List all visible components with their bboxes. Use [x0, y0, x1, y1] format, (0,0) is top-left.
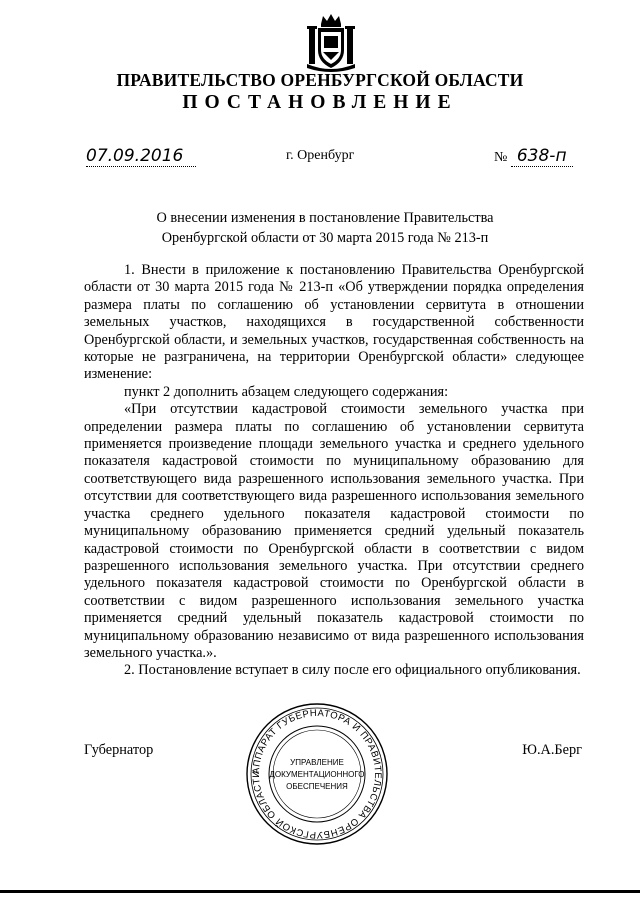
seal-line-3: ОБЕСПЕЧЕНИЯ	[286, 782, 348, 791]
decree-number	[494, 146, 573, 168]
bottom-border	[0, 890, 640, 893]
government-heading: ПРАВИТЕЛЬСТВО ОРЕНБУРГСКОЙ ОБЛАСТИ	[116, 70, 524, 90]
body-paragraph-4: 2. Постановление вступает в силу после его официального опубликования.	[124, 662, 581, 679]
document-type: ПОСТАНОВЛЕНИЕ	[182, 92, 458, 113]
decree-date: 07.09.2016	[86, 146, 196, 167]
decree-city: г. Оренбург	[286, 148, 355, 163]
seal-line-1: УПРАВЛЕНИЕ	[290, 758, 344, 767]
subject-line-2: Оренбургской области от 30 марта 2015 года № 213-п	[161, 230, 489, 246]
subject-line-1: О внесении изменения в постановление Правительства	[156, 210, 494, 226]
body-paragraph-1: 1. Внести в приложение к постановлению Правительства Оренбургской области от 30 марта 2015 года № 213-п «Об утверждении порядка определения размера платы по соглашению об установлении сервитута в отношении земельных участков, находящихся в государственной собственности Оренбургской области, и земельных участков, государственная собственность на которые не разграничена, на территории Оренбургской области» следующее изменение:	[84, 262, 584, 383]
coat-of-arms-icon	[305, 12, 357, 72]
number-prefix: №	[494, 150, 508, 165]
seal-ring-text: АППАРАТ ГУБЕРНАТОРА И ПРАВИТЕЛЬСТВА ОРЕНБУРГСКОЙ ОБЛАСТИ	[250, 707, 384, 841]
seal-line-2: ДОКУМЕНТАЦИОННОГО	[269, 770, 365, 779]
decree-subject	[120, 208, 530, 248]
number-value: 638-п	[511, 146, 573, 167]
signatory-title: Губернатор	[84, 742, 154, 758]
body-paragraph-3: «При отсутствии кадастровой стоимости земельного участка при определении размера платы по соглашению об установлении сервитута применяется произведение площади земельного участка и среднего удельного показателя кадастровой стоимости по муниципальному образованию для соответствующего вида разрешенного использования земельного участка. При отсутствии для соответствующего вида разрешенного использования земельного участка среднего удельного показателя кадастровой стоимости по муниципальному образованию применяется средний удельный показатель кадастровой стоимости по Оренбургской области в соответствии с видом разрешенного использования земельного участка. При отсутствии среднего удельного показателя кадастровой стоимости по Оренбургской области в соответствии с видом разрешенного использования земельного участка применяется средний удельный показатель кадастровой стоимости по муниципальному образованию независимо от вида разрешенного использования земельного участка.».	[84, 401, 584, 661]
decree-body	[84, 262, 584, 680]
official-seal-icon	[242, 702, 392, 847]
body-paragraph-2: пункт 2 дополнить абзацем следующего содержания:	[124, 383, 449, 400]
signatory-name: Ю.А.Берг	[522, 742, 582, 758]
